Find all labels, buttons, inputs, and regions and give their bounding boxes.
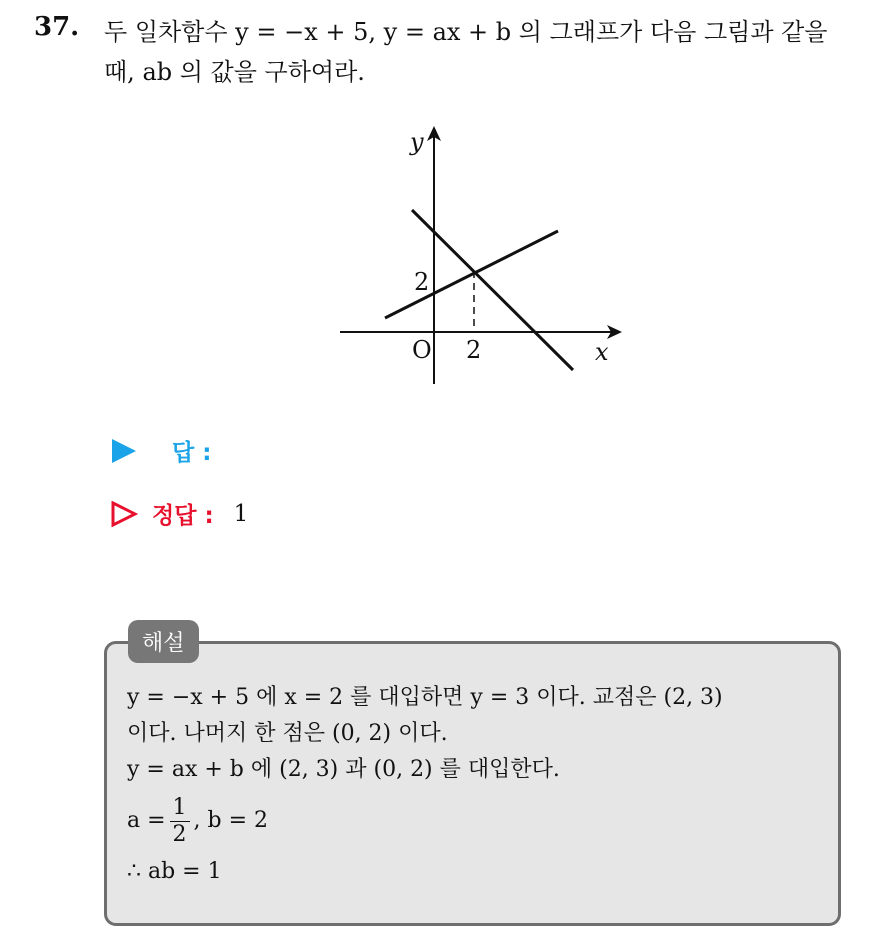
explanation-line-2: 이다. 나머지 한 점은 (0, 2) 이다. xyxy=(127,721,448,746)
function-graph xyxy=(330,120,630,395)
fraction-denominator: 2 xyxy=(172,821,187,847)
answer-label: 답 : xyxy=(172,440,212,466)
correct-answer-value: 1 xyxy=(233,500,249,527)
y-tick-label: 2 xyxy=(414,268,430,296)
explanation-conclusion: ∴ ab = 1 xyxy=(127,859,222,884)
origin-label: O xyxy=(412,336,432,364)
correct-answer-label: 정답 : xyxy=(152,503,214,529)
question-number: 37. xyxy=(34,12,80,42)
y-axis-label: y xyxy=(410,128,424,156)
question-text xyxy=(104,12,874,92)
x-axis-label: x xyxy=(595,338,609,366)
b-part: , b = 2 xyxy=(193,808,269,833)
fraction-one-half xyxy=(170,795,190,848)
question-text-line-2: 때, ab 의 값을 구하여라. xyxy=(104,58,365,86)
explanation-box xyxy=(104,641,841,926)
answer-row xyxy=(110,434,231,467)
line-y-ax-plus-b xyxy=(385,231,558,318)
outline-triangle-icon xyxy=(110,501,138,527)
fraction-numerator: 1 xyxy=(170,795,190,822)
correct-answer-row xyxy=(110,497,248,530)
explanation-tag: 해설 xyxy=(128,620,199,663)
explanation-line-3: y = ax + b 에 (2, 3) 과 (0, 2) 를 대입한다. xyxy=(127,757,560,782)
play-triangle-icon xyxy=(110,438,138,464)
x-tick-label: 2 xyxy=(466,336,482,364)
explanation-body xyxy=(127,680,827,890)
explanation-ab-values xyxy=(127,788,827,854)
question-text-line-1: 두 일차함수 y = −x + 5, y = ax + b 의 그래프가 다음 그림과 같을 xyxy=(104,18,828,46)
a-prefix: a = xyxy=(127,808,166,833)
explanation-line-1: y = −x + 5 에 x = 2 를 대입하면 y = 3 이다. 교점은 (2, 3) xyxy=(127,685,723,710)
